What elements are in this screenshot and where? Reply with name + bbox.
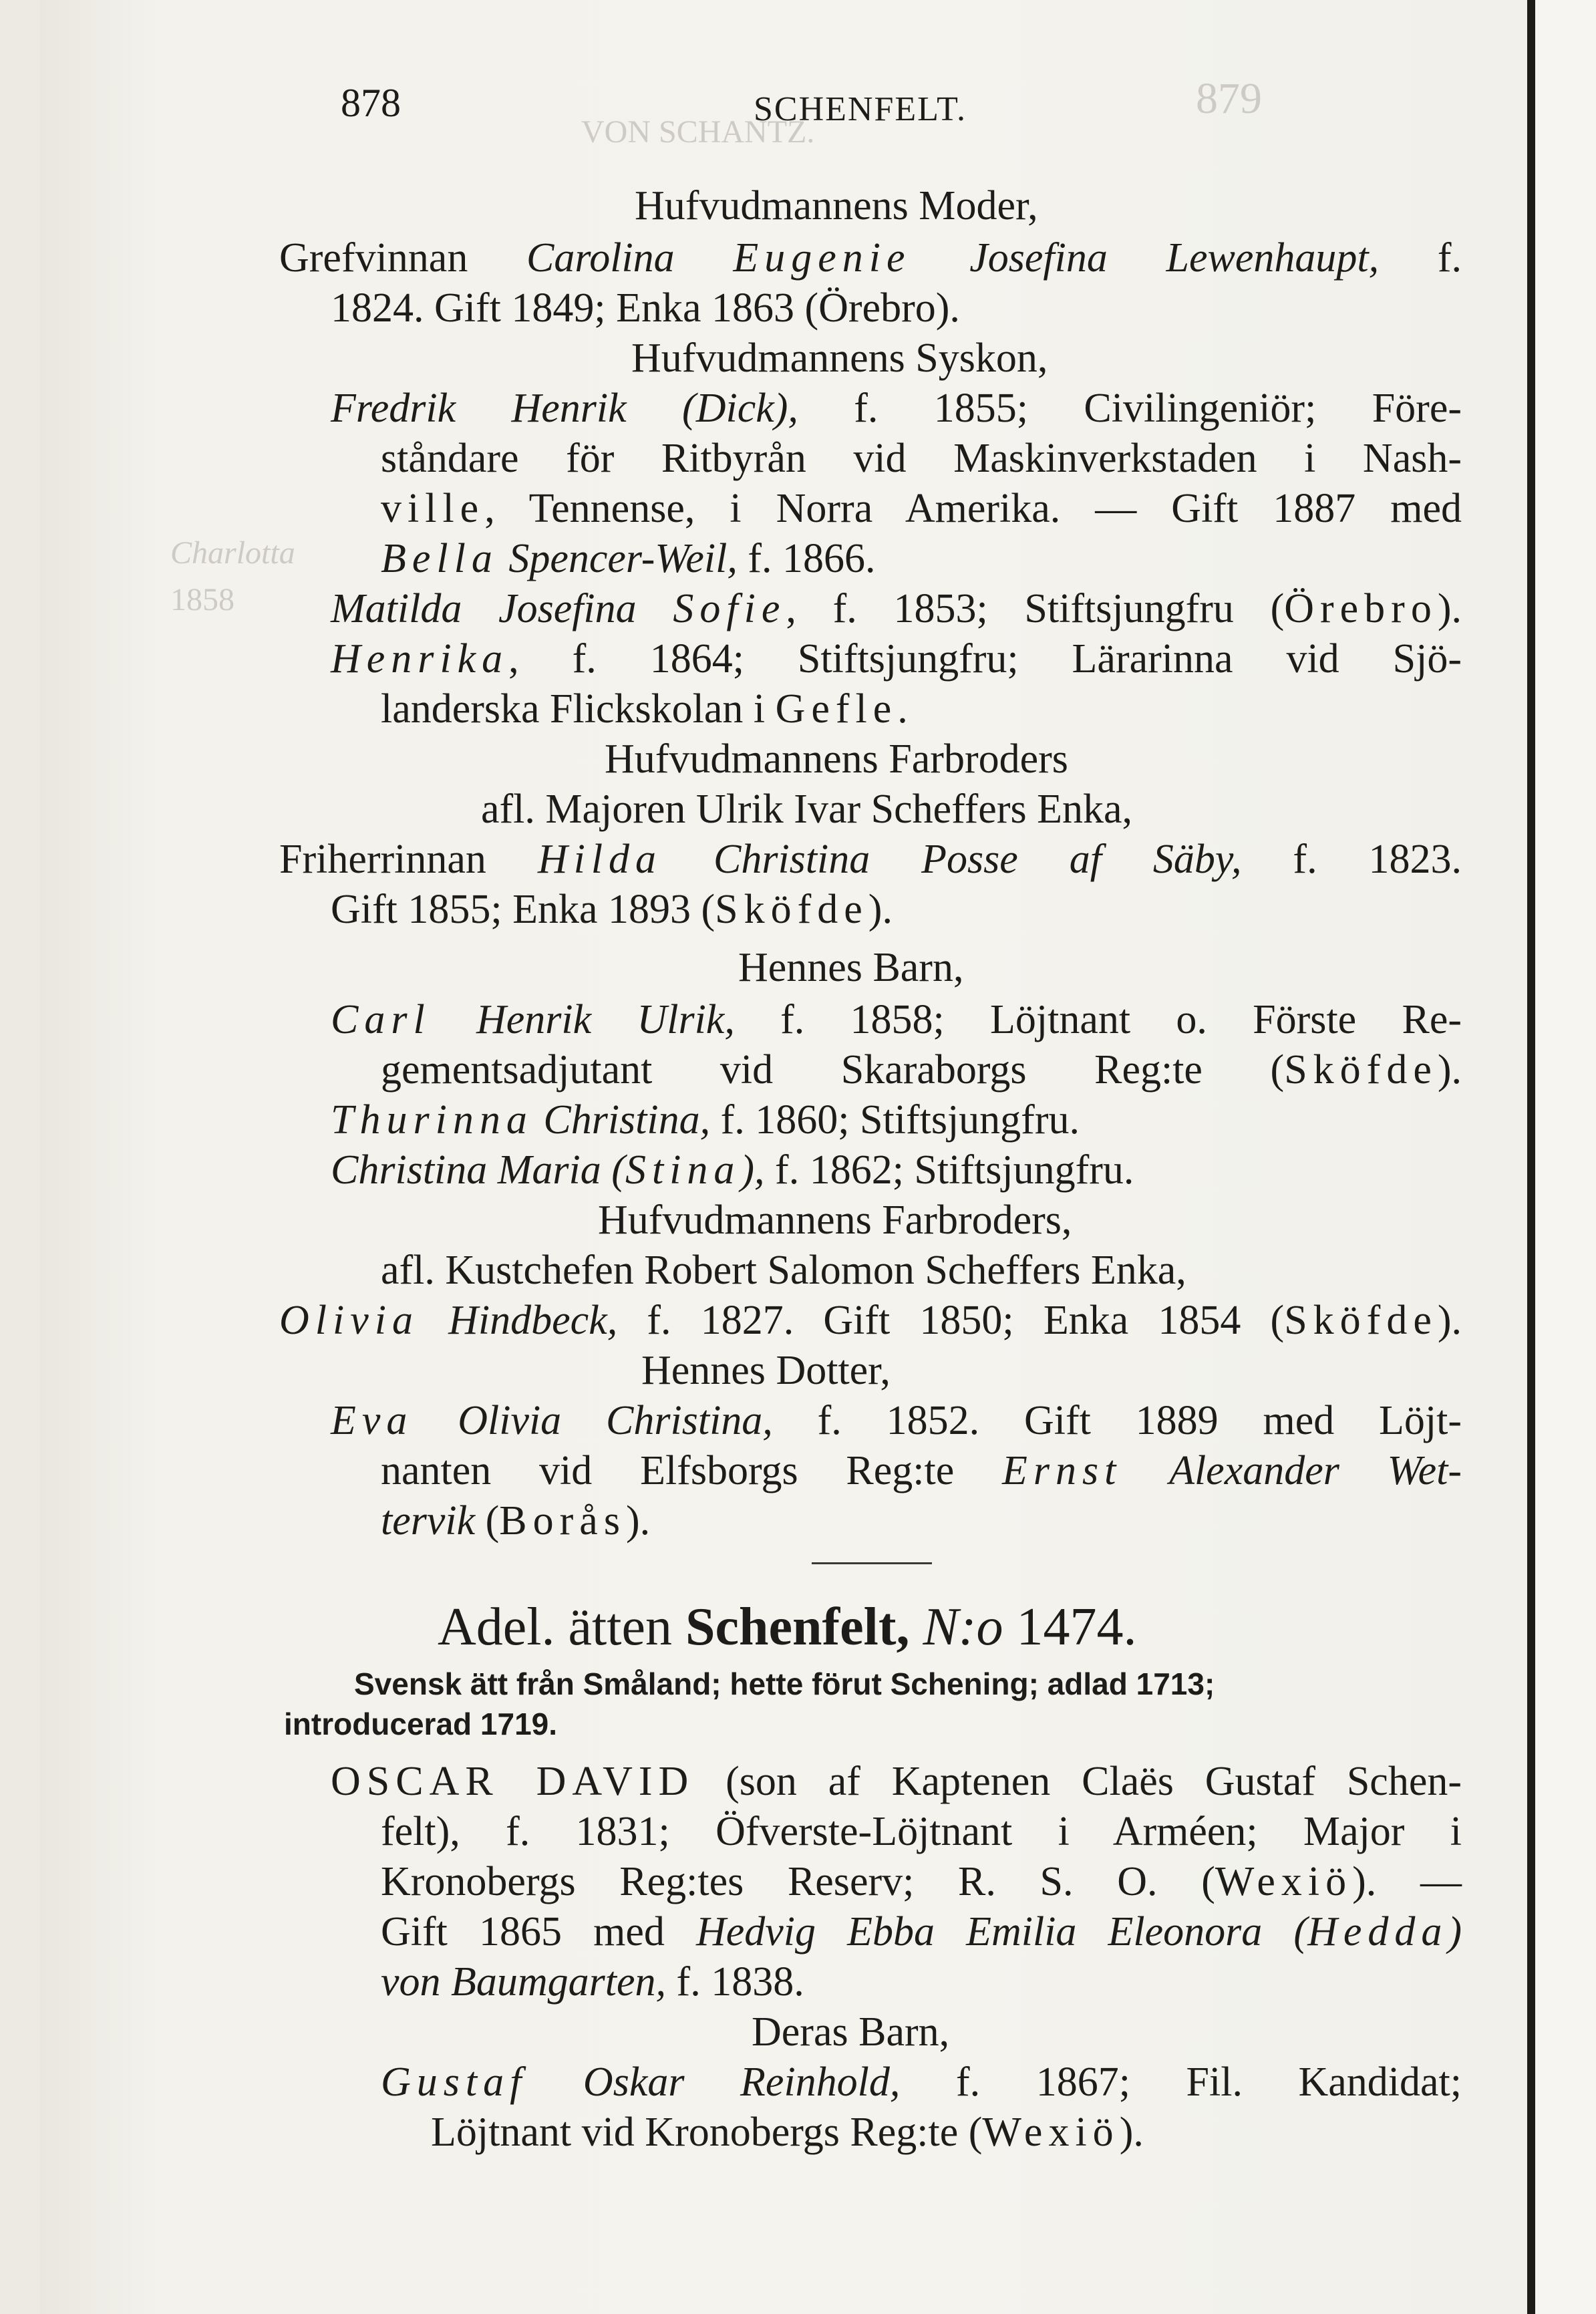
- text-line: ståndare för Ritbyrån vid Maskinverkstaden i Nash-: [381, 436, 1462, 481]
- text-line: Eva Olivia Christina, f. 1852. Gift 1889 med Löjt-: [331, 1398, 1462, 1443]
- bleed-text: 1858: [170, 582, 234, 617]
- text-line: Bella Spencer-Weil, f. 1866.: [381, 536, 876, 581]
- text-line: Fredrik Henrik (Dick), f. 1855; Civilingeniör; Före-: [331, 386, 1462, 431]
- text-line: Henrika, f. 1864; Stiftsjungfru; Lärarinna vid Sjö-: [331, 636, 1462, 682]
- page-edge: [1535, 0, 1596, 2314]
- bleed-text: Charlotta: [170, 535, 295, 571]
- section-heading: Deras Barn,: [752, 2009, 950, 2055]
- section-heading: Hennes Dotter,: [641, 1348, 891, 1393]
- text-line: tervik (Borås).: [381, 1498, 651, 1544]
- text-line: ville, Tennense, i Norra Amerika. — Gift 1887 med: [381, 486, 1462, 531]
- text-line: Kronobergs Reg:tes Reserv; R. S. O. (Wexiö). —: [381, 1859, 1462, 1904]
- text-line: afl. Kustchefen Robert Salomon Scheffers Enka,: [381, 1248, 1186, 1293]
- text-line: OSCAR DAVID (son af Kaptenen Claës Gustaf Schen-: [331, 1759, 1462, 1804]
- text-line: Matilda Josefina Sofie, f. 1853; Stiftsjungfru (Örebro).: [331, 586, 1462, 631]
- family-description: introducerad 1719.: [284, 1707, 558, 1741]
- text-line: Thurinna Christina, f. 1860; Stiftsjungfru.: [331, 1097, 1080, 1143]
- section-heading: Hufvudmannens Farbroders,: [598, 1197, 1072, 1243]
- bleed-running-title: VON SCHANTZ.: [581, 114, 815, 150]
- family-title: Adel. ätten Schenfelt, N:o 1474.: [438, 1598, 1137, 1656]
- text-line: Olivia Hindbeck, f. 1827. Gift 1850; Enka 1854 (Sköfde).: [279, 1298, 1462, 1343]
- section-heading: Hufvudmannens Syskon,: [631, 335, 1048, 381]
- text-line: Carl Henrik Ulrik, f. 1858; Löjtnant o. Förste Re-: [331, 997, 1462, 1042]
- text-line: Gift 1865 med Hedvig Ebba Emilia Eleonora (Hedda): [381, 1909, 1462, 1955]
- text-line: 1824. Gift 1849; Enka 1863 (Örebro).: [331, 285, 960, 331]
- page-number: 878: [341, 81, 401, 125]
- text-line: Grefvinnan Carolina Eugenie Josefina Lewenhaupt, f.: [279, 235, 1462, 281]
- text-line: Gift 1855; Enka 1893 (Sköfde).: [331, 887, 893, 932]
- section-divider: [812, 1562, 932, 1564]
- text-line: felt), f. 1831; Öfverste-Löjtnant i Arméen; Major i: [381, 1809, 1462, 1854]
- bleed-page-number: 879: [1196, 74, 1262, 123]
- text-line: gementsadjutant vid Skaraborgs Reg:te (Sköfde).: [381, 1047, 1462, 1093]
- text-line: von Baumgarten, f. 1838.: [381, 1959, 804, 2005]
- text-line: nanten vid Elfsborgs Reg:te Ernst Alexander Wet-: [381, 1448, 1462, 1493]
- page-gutter-shadow: [1527, 0, 1535, 2314]
- section-heading: Hufvudmannens Farbroders: [605, 736, 1068, 782]
- text-line: afl. Majoren Ulrik Ivar Scheffers Enka,: [481, 786, 1132, 832]
- family-description: Svensk ätt från Småland; hette förut Schening; adlad 1713;: [354, 1667, 1215, 1701]
- running-title: SCHENFELT.: [754, 90, 967, 128]
- section-heading: Hufvudmannens Moder,: [635, 183, 1038, 229]
- text-line: Christina Maria (Stina), f. 1862; Stiftsjungfru.: [331, 1147, 1134, 1193]
- text-line: landerska Flickskolan i Gefle.: [381, 686, 908, 732]
- section-heading: Hennes Barn,: [738, 945, 964, 990]
- text-line: Friherrinnan Hilda Christina Posse af Säby, f. 1823.: [279, 837, 1462, 882]
- text-line: Löjtnant vid Kronobergs Reg:te (Wexiö).: [431, 2110, 1144, 2155]
- text-line: Gustaf Oskar Reinhold, f. 1867; Fil. Kandidat;: [381, 2059, 1462, 2105]
